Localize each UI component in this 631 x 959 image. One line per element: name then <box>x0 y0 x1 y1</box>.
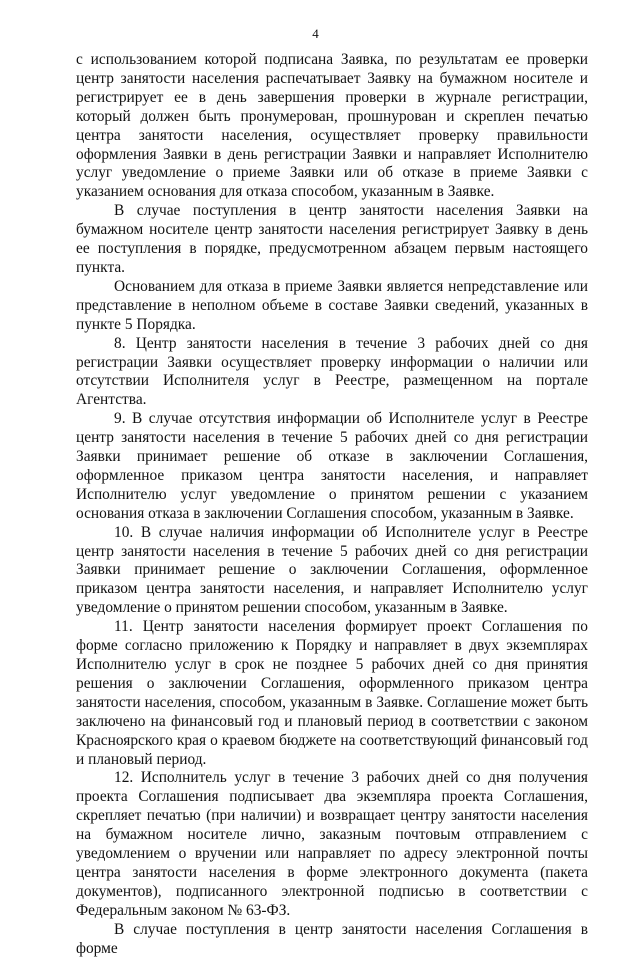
paragraph-item-11: 11. Центр занятости населения формирует проект Соглашения по форме согласно приложению к Порядку и направляет в двух экземплярах Исполнителю услуг в срок не позднее 5 рабочих дней со дня принятия решения о заключении Соглашения, оформленного приказом центра занятости населения, способом, указанным в Заявке. Соглашение может быть заключено на финансовый год и плановый период в соответствии с законом Красноярского края о краевом бюджете на соответствующий финансовый год и плановый период. <box>76 618 588 768</box>
paragraph-item-12: 12. Исполнитель услуг в течение 3 рабочих дней со дня получения проекта Соглашения подписывает два экземпляра проекта Соглашения, скрепляет печатью (при наличии) и возвращает центру занятости населения на бумажном носителе лично, заказным почтовым отправлением с уведомлением о вручении или направляет по адресу электронной почты центра занятости населения в форме электронного документа (пакета документов), подписанного электронной подписью в соответствии с Федеральным законом № 63-ФЗ. <box>76 769 588 919</box>
paragraph-electronic-agreement: В случае поступления в центр занятости населения Соглашения в форме <box>76 920 588 957</box>
paragraph-item-9: 9. В случае отсутствия информации об Исполнителе услуг в Реестре центр занятости населения в течение 5 рабочих дней со дня регистрации Заявки принимает решение об отказе в заключении Соглашения, оформленное приказом центра занятости населения, и направляет Исполнителю услуг уведомление о принятом решении с указанием основания отказа в заключении Соглашения способом, указанным в Заявке. <box>76 410 588 522</box>
paragraph-continuation: с использованием которой подписана Заявка, по результатам ее проверки центр занятости населения распечатывает Заявку на бумажном носителе и регистрирует ее в день завершения проверки в журнале регистрации, который должен быть пронумерован, прошнурован и скреплен печатью центра занятости населения, осуществляет проверку правильности оформления Заявки в день регистрации Заявки и направляет Исполнителю услуг уведомление о приеме Заявки или об отказе в приеме Заявки с указанием основания для отказа способом, указанным в Заявке. <box>76 51 588 201</box>
paragraph-item-10: 10. В случае наличия информации об Исполнителе услуг в Реестре центр занятости населения в течение 5 рабочих дней со дня регистрации Заявки принимает решение о заключении Соглашения, оформленное приказом центра занятости населения, и направляет Исполнителю услуг уведомление о принятом решении способом, указанным в Заявке. <box>76 523 588 617</box>
document-body <box>76 51 588 959</box>
paragraph-refusal-grounds: Основанием для отказа в приеме Заявки является непредставление или представление в неполном объеме в составе Заявки сведений, указанных в пункте 5 Порядка. <box>76 277 588 333</box>
paragraph-item-8: 8. Центр занятости населения в течение 3 рабочих дней со дня регистрации Заявки осуществляет проверку информации о наличии или отсутствии Исполнителя услуг в Реестре, размещенном на портале Агентства. <box>76 334 588 409</box>
paragraph-paper-application: В случае поступления в центр занятости населения Заявки на бумажном носителе центр занятости населения регистрирует Заявку в день ее поступления в порядке, предусмотренном абзацем первым настоящего пункта. <box>76 202 588 276</box>
page-number: 4 <box>312 26 319 41</box>
